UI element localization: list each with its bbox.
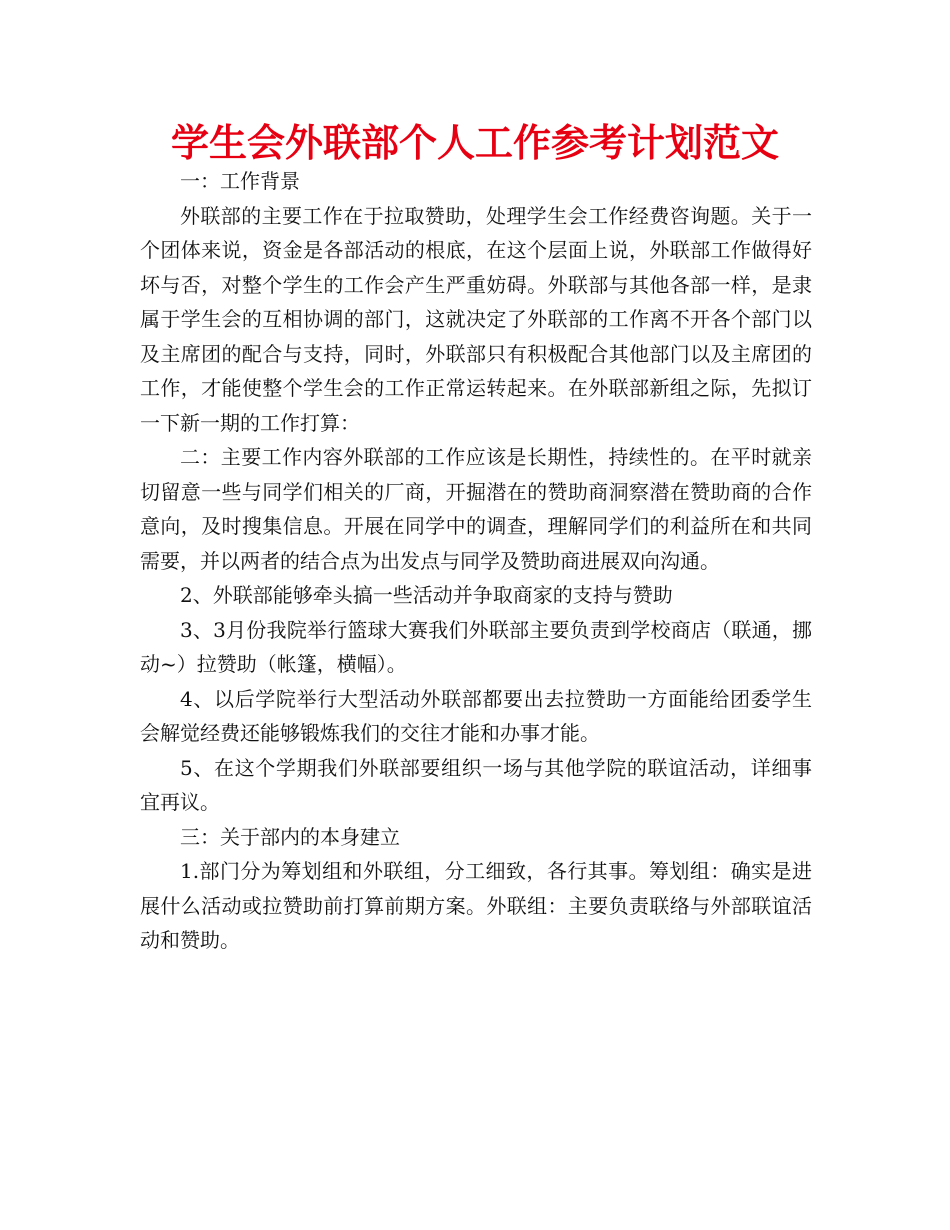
paragraph-section-3-item-1: 1.部门分为筹划组和外联组，分工细致，各行其事。筹划组：确实是进展什么活动或拉赞助前打算前期方案。外联组：主要负责联络与外部联谊活动和赞助。	[140, 859, 812, 952]
document-title: 学生会外联部个人工作参考计划范文	[170, 121, 779, 165]
paragraph-section-2: 二：主要工作内容外联部的工作应该是长期性，持续性的。在平时就亲切留意一些与同学们相关的厂商，开掘潜在的赞助商洞察潜在赞助商的合作意向，及时搜集信息。开展在同学中的调查，理解同学们的利益所在和共同需要，并以两者的结合点为出发点与同学及赞助商进展双向沟通。	[140, 445, 812, 573]
paragraph-item-2: 2、外联部能够牵头搞一些活动并争取商家的支持与赞助	[180, 583, 673, 607]
document-body	[140, 164, 812, 958]
paragraph-background: 外联部的主要工作在于拉取赞助，处理学生会工作经费咨询题。关于一个团体来说，资金是各部活动的根底，在这个层面上说，外联部工作做得好坏与否，对整个学生的工作会产生严重妨碍。外联部与其他各部一样，是隶属于学生会的互相协调的部门，这就决定了外联部的工作离不开各个部门以及主席团的配合与支持，同时，外联部只有积极配合其他部门以及主席团的工作，才能使整个学生会的工作正常运转起来。在外联部新组之际，先拟订一下新一期的工作打算：	[140, 203, 812, 435]
paragraph-item-3: 3、3月份我院举行篮球大赛我们外联部主要负责到学校商店（联通，挪动~）拉赞助（帐篷，横幅）。	[140, 617, 812, 676]
paragraph-item-5: 5、在这个学期我们外联部要组织一场与其他学院的联谊活动，详细事宜再议。	[140, 755, 812, 814]
paragraph-section-3-heading: 三：关于部内的本身建立	[180, 824, 400, 849]
paragraph-item-4: 4、以后学院举行大型活动外联部都要出去拉赞助一方面能给团委学生会解觉经费还能够锻炼我们的交往才能和办事才能。	[140, 686, 812, 745]
paragraph-section-1-heading: 一：工作背景	[180, 169, 300, 193]
